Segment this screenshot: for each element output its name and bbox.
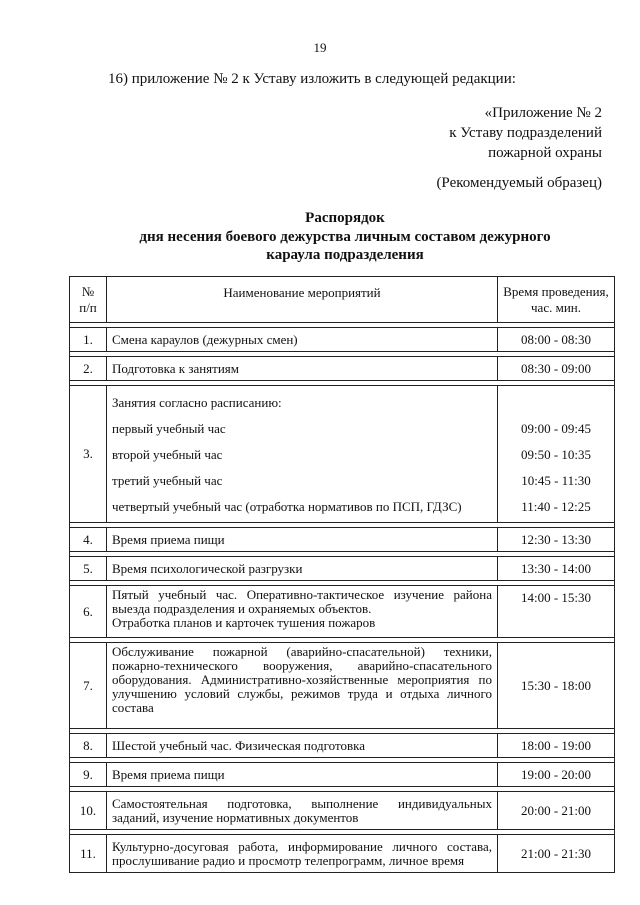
table-row [70,528,615,552]
table-row [70,763,615,787]
row-time: 14:00 - 15:30 [498,586,615,638]
row-activity: Культурно-досуговая работа, информирование личного состава, прослушивание радио и просмотр телепрограмм, личное время [107,835,498,873]
sub-activity: первый учебный час [112,421,226,436]
amendment-intro: 16) приложение № 2 к Уставу изложить в следующей редакции: [108,71,516,87]
table-row [70,734,615,758]
page-number: 19 [313,40,327,55]
sub-activity-heading: Занятия согласно расписанию: [112,395,282,410]
table-row [70,386,615,523]
sub-activity: второй учебный час [112,447,223,462]
document-title: Распорядок [305,210,385,226]
row-time: 12:30 - 13:30 [498,528,615,552]
row-activity: Время приема пищи [107,763,498,787]
row-activity: Время приема пищи [107,528,498,552]
header-activity-label: Наименование мероприятий [223,285,381,300]
table-row [70,328,615,352]
sub-time: 09:00 - 09:45 [520,421,592,436]
row-time: 19:00 - 20:00 [498,763,615,787]
table-row [70,835,615,873]
sub-time: 09:50 - 10:35 [520,447,592,462]
row-time: 21:00 - 21:30 [498,835,615,873]
appendix-reference-cont: пожарной охраны [488,145,602,161]
row-number: 6. [70,586,107,638]
row-activity-line: Отработка планов и карточек тушения пожаров [112,615,376,630]
sub-activity: третий учебный час [112,473,223,488]
row-activity: Шестой учебный час. Физическая подготовка [107,734,498,758]
row-number: 5. [70,557,107,581]
row-time: 08:30 - 09:00 [498,357,615,381]
sub-activity: четвертый учебный час (отработка нормативов по ПСП, ГДЗС) [112,499,462,514]
sub-time: 10:45 - 11:30 [521,473,591,488]
row-activity: Смена караулов (дежурных смен) [107,328,498,352]
header-time-line1: Время проведения, [503,284,609,299]
row-number: 11. [70,835,107,873]
row-number: 9. [70,763,107,787]
row-activity-line: Пятый учебный час. Оперативно-тактическое изучение района выезда подразделения и охраняемых объектов. [112,587,492,616]
row-time: 18:00 - 19:00 [498,734,615,758]
row-activity: Самостоятельная подготовка, выполнение индивидуальных заданий, изучение нормативных документов [107,792,498,830]
header-number-line2: п/п [79,299,97,315]
row-number: 7. [70,643,107,729]
table-row [70,586,615,638]
row-number: 1. [70,328,107,352]
table-row [70,557,615,581]
row-number: 8. [70,734,107,758]
header-time-line2: час. мин. [531,300,581,315]
header-time [498,277,615,323]
row-time: 20:00 - 21:00 [498,792,615,830]
sample-note: (Рекомендуемый образец) [436,175,602,191]
row-number: 2. [70,357,107,381]
header-number [70,277,107,323]
row-number: 3. [70,386,107,523]
row-time [498,386,615,523]
table-row [70,643,615,729]
row-time: 08:00 - 08:30 [498,328,615,352]
schedule-table [69,276,615,873]
document-subtitle: дня несения боевого дежурства личным составом дежурного [139,229,551,245]
row-activity [107,586,498,638]
appendix-heading: «Приложение № 2 [484,105,602,121]
row-number: 10. [70,792,107,830]
row-time: 15:30 - 18:00 [498,643,615,729]
document-subtitle-cont: караула подразделения [266,247,424,263]
row-activity: Подготовка к занятиям [107,357,498,381]
appendix-reference: к Уставу подразделений [449,125,602,141]
sub-time: 11:40 - 12:25 [521,499,591,514]
row-activity [107,386,498,523]
row-activity: Время психологической разгрузки [107,557,498,581]
table-header-row [70,277,615,323]
header-number-line1: № [81,283,95,299]
row-time: 13:30 - 14:00 [498,557,615,581]
table-row [70,792,615,830]
row-activity: Обслуживание пожарной (аварийно-спасательной) техники, пожарно-технического вооружения, аварийно-спасательного оборудования. Административно-хозяйственные мероприятия по улучшению условий службы, режимов труда и отдыха личного состава [107,643,498,729]
table-row [70,357,615,381]
row-number: 4. [70,528,107,552]
header-activity [107,277,498,323]
